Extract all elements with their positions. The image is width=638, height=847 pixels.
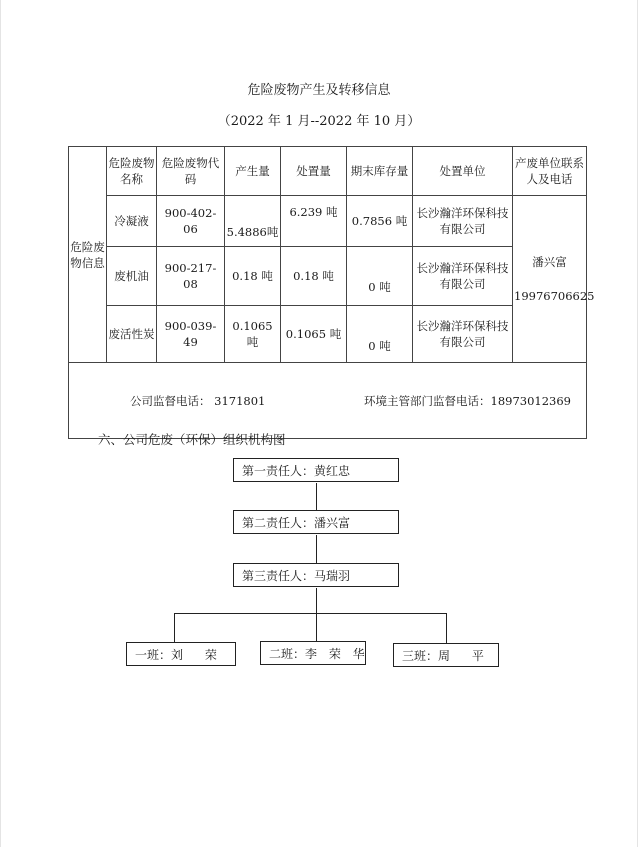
- supervision-phones: [69, 363, 587, 439]
- header-code: 危险废物代码: [157, 147, 225, 196]
- cell-code: 900-217-08: [157, 247, 225, 306]
- cell-name: 废活性炭: [107, 306, 157, 363]
- cell-produced: 0.1065 吨: [225, 306, 281, 363]
- document-title: 危险废物产生及转移信息: [247, 83, 391, 98]
- connector-line: [446, 613, 447, 643]
- contact-phone: 19976706625: [514, 289, 595, 303]
- cell-stock: 0 吨: [347, 306, 413, 363]
- cell-disposed: 0.18 吨: [281, 247, 347, 306]
- cell-unit: 长沙瀚洋环保科技有限公司: [413, 306, 513, 363]
- contact-cell: [513, 196, 595, 363]
- cell-name: 冷凝液: [107, 196, 157, 247]
- waste-transfer-table: [68, 146, 595, 439]
- authority-phone: 环境主管部门监督电话：18973012369: [364, 393, 571, 408]
- shift-two-box: [260, 641, 366, 665]
- header-disposed: 处置量: [281, 147, 347, 196]
- header-contact: 产废单位联系人及电话: [513, 147, 587, 196]
- second-responsible-box: [233, 510, 399, 534]
- connector-line: [174, 613, 175, 642]
- table-header-row: [69, 147, 587, 196]
- header-produced: 产生量: [225, 147, 281, 196]
- shift-three-label: 三班：周 平: [402, 648, 484, 663]
- header-name: 危险废物名称: [107, 147, 157, 196]
- shift-one-label: 一班：刘 荣: [135, 647, 217, 662]
- first-responsible-label: 第一责任人：黄红忠: [242, 463, 351, 478]
- cell-stock: 0 吨: [347, 247, 413, 306]
- connector-line: [316, 535, 317, 563]
- second-responsible-label: 第二责任人：潘兴富: [242, 515, 351, 530]
- cell-produced: 0.18 吨: [225, 247, 281, 306]
- cell-unit: 长沙瀚洋环保科技有限公司: [413, 196, 513, 247]
- table-row: [69, 196, 587, 247]
- first-responsible-box: [233, 458, 399, 482]
- connector-line: [316, 588, 317, 613]
- category-cell: 危险废物信息: [69, 147, 107, 363]
- branch-line: [174, 613, 447, 614]
- header-unit: 处置单位: [413, 147, 513, 196]
- cell-code: 900-402-06: [157, 196, 225, 247]
- connector-line: [316, 483, 317, 510]
- shift-three-box: [393, 643, 499, 667]
- cell-produced: 5.4886吨: [225, 196, 281, 247]
- shift-two-label: 二班：李 荣 华: [269, 646, 365, 661]
- shift-one-box: [126, 642, 236, 666]
- cell-name: 废机油: [107, 247, 157, 306]
- cell-disposed: 6.239 吨: [281, 196, 347, 247]
- contact-name: 潘兴富: [532, 255, 567, 269]
- connector-line: [316, 613, 317, 641]
- company-phone: 公司监督电话： 3171801: [130, 393, 266, 408]
- table-footer-row: [69, 363, 587, 439]
- header-stock: 期末库存量: [347, 147, 413, 196]
- table-row: [69, 247, 587, 306]
- org-section-title: 六、公司危废（环保）组织机构图: [98, 432, 286, 447]
- document-period: （2022 年 1 月--2022 年 10 月）: [217, 114, 421, 129]
- cell-stock: 0.7856 吨: [347, 196, 413, 247]
- third-responsible-label: 第三责任人：马瑞羽: [242, 568, 351, 583]
- cell-code: 900-039-49: [157, 306, 225, 363]
- table-row: [69, 306, 587, 363]
- third-responsible-box: [233, 563, 399, 587]
- cell-disposed: 0.1065 吨: [281, 306, 347, 363]
- cell-unit: 长沙瀚洋环保科技有限公司: [413, 247, 513, 306]
